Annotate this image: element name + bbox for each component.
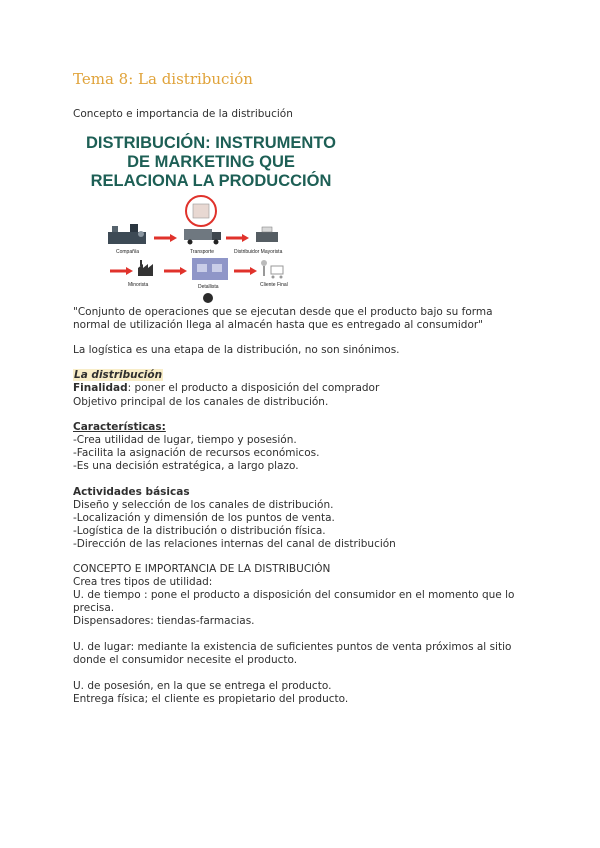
store-icon <box>192 258 228 280</box>
caracteristica-item: -Es una decisión estratégica, a largo plazo. <box>73 460 299 472</box>
label-small-retailer: Minorista <box>128 282 149 288</box>
distribution-figure <box>86 134 336 304</box>
label-final-client: Cliente Final <box>260 282 288 288</box>
label-company: Compañía <box>116 249 140 255</box>
label-transport: Transporte <box>190 249 214 255</box>
actividad-item: Diseño y selección de los canales de distribución. <box>73 499 334 511</box>
factory-icon <box>108 224 146 244</box>
small-retailer-icon <box>138 260 153 276</box>
label-wholesaler: Distribuidor Mayorista <box>234 249 283 255</box>
utilidad-posesion-line-1: U. de posesión, en la que se entrega el producto. <box>73 680 332 692</box>
actividad-item: -Logística de la distribución o distribución física. <box>73 525 326 537</box>
label-retailer: Detallista <box>198 284 219 290</box>
utilidad-tiempo-line-1: U. de tiempo : pone el producto a disposición del consumidor en el momento que lo <box>73 589 515 601</box>
dispensadores-line: Dispensadores: tiendas-farmacias. <box>73 615 255 627</box>
arrow-icon <box>226 234 249 242</box>
finalidad-text: : poner el producto a disposición del comprador <box>127 382 380 394</box>
caracteristica-item: -Facilita la asignación de recursos económicos. <box>73 447 320 459</box>
utilidad-lugar-line-1: U. de lugar: mediante la existencia de suficientes puntos de venta próximos al sitio <box>73 641 512 653</box>
figure-title-line-1: DISTRIBUCIÓN: INSTRUMENTO <box>86 134 336 152</box>
logistics-note: La logística es una etapa de la distribución, no son sinónimos. <box>73 344 400 356</box>
highlighted-heading: La distribución <box>74 369 163 381</box>
utilidad-tiempo-line-2: precisa. <box>73 602 115 614</box>
caracteristicas-heading: Características: <box>73 421 166 433</box>
shopping-cart-icon <box>261 260 283 279</box>
arrow-icon <box>234 267 257 275</box>
figure-title-line-3: RELACIONA LA PRODUCCIÓN <box>90 172 332 190</box>
retailer-badge-icon <box>203 293 213 303</box>
distribution-chain-diagram <box>86 194 336 304</box>
concepto-heading: CONCEPTO E IMPORTANCIA DE LA DISTRIBUCIÓN <box>73 563 331 575</box>
finalidad-label: Finalidad <box>73 382 128 394</box>
page-title: Tema 8: La distribución <box>73 70 253 88</box>
actividad-item: -Localización y dimensión de los puntos de venta. <box>73 512 335 524</box>
objective-line: Objetivo principal de los canales de distribución. <box>73 396 329 408</box>
wholesaler-icon <box>256 227 278 242</box>
quote-line-1: "Conjunto de operaciones que se ejecutan desde que el producto bajo su forma <box>73 306 493 318</box>
finalidad-line <box>73 382 379 395</box>
arrow-icon <box>110 267 133 275</box>
figure-title-line-2: DE MARKETING QUE <box>127 153 295 171</box>
actividades-heading: Actividades básicas <box>73 486 190 498</box>
actividad-item: -Dirección de las relaciones internas del canal de distribución <box>73 538 396 550</box>
utilidad-lugar-line-2: donde el consumidor necesite el producto. <box>73 654 298 666</box>
truck-icon <box>184 229 221 245</box>
product-box-icon <box>193 204 209 218</box>
quote-line-2: normal de utilización llega al almacén hasta que es entregado al consumidor" <box>73 319 484 331</box>
arrow-icon <box>164 267 187 275</box>
arrow-icon <box>154 234 177 242</box>
subtitle: Concepto e importancia de la distribución <box>73 108 293 120</box>
caracteristica-item: -Crea utilidad de lugar, tiempo y posesión. <box>73 434 297 446</box>
section-heading-distribution <box>73 369 163 382</box>
concepto-intro: Crea tres tipos de utilidad: <box>73 576 213 588</box>
utilidad-posesion-line-2: Entrega física; el cliente es propietario del producto. <box>73 693 349 705</box>
